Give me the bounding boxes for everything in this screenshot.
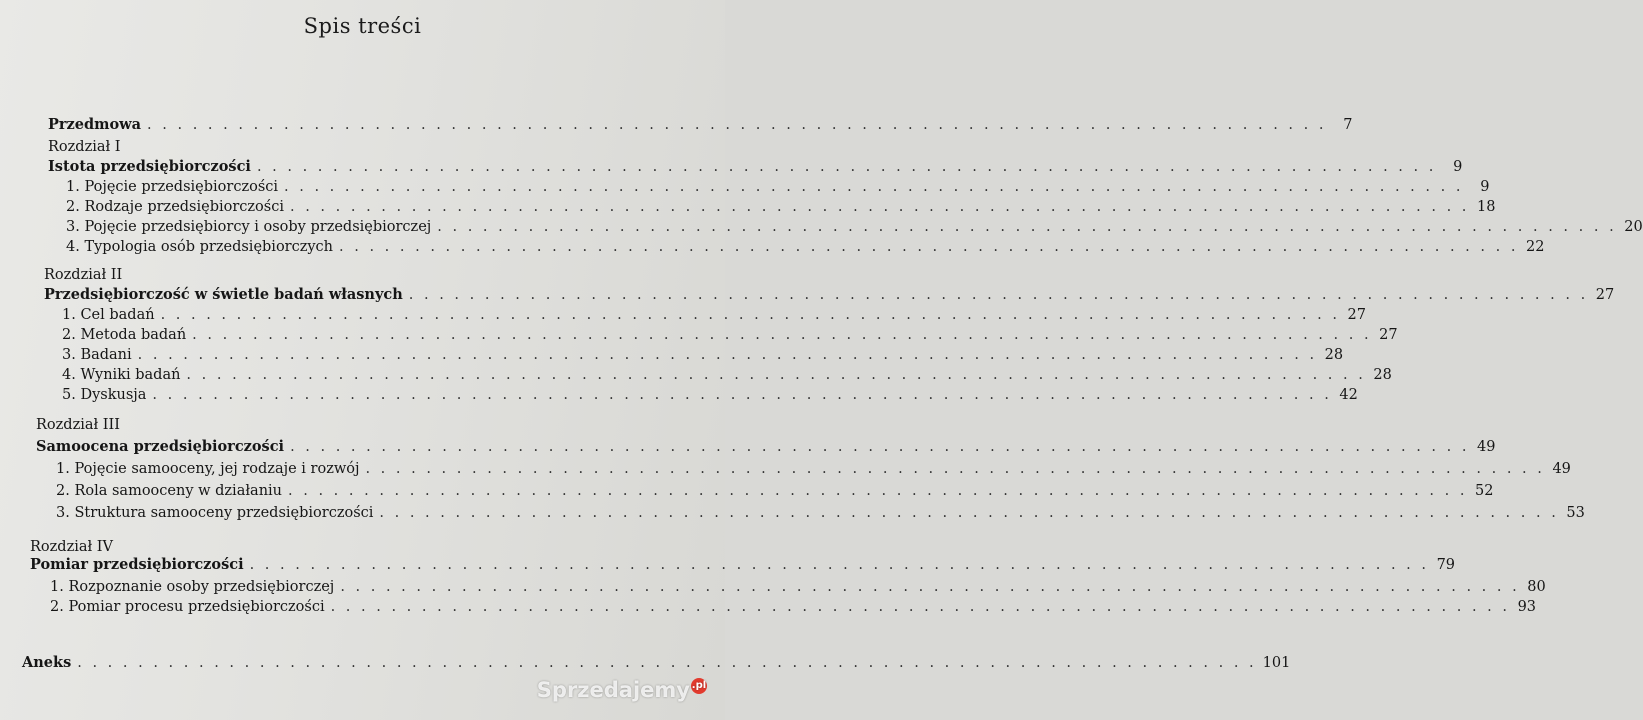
toc-page-number: 28 (1373, 367, 1392, 383)
toc-page-number: 27 (1347, 307, 1366, 323)
dot-leader: . . . . . . . . . . . . . . . . . . . . . . . . . . . . . . . . . . . . . . . . . . . . . . . . . . . . . . . . . . . . . . . . . . . . . . . . . . . . . . (160, 307, 1340, 323)
toc-page-number: 80 (1527, 579, 1546, 595)
dot-leader: . . . . . . . . . . . . . . . . . . . . . . . . . . . . . . . . . . . . . . . . . . . . . . . . . . . . . . . . . . . . . . . . . . . . . . . . . . . . . . (437, 219, 1617, 235)
dot-leader: . . . . . . . . . . . . . . . . . . . . . . . . . . . . . . . . . . . . . . . . . . . . . . . . . . . . . . . . . . . . . . . . . . . . . . . . . . . . . . (186, 367, 1366, 383)
chapter-title: Samoocena przedsiębiorczości (36, 438, 285, 455)
toc-entry-section (50, 598, 1537, 616)
dot-leader: . . . . . . . . . . . . . . . . . . . . . . . . . . . . . . . . . . . . . . . . . . . . . . . . . . . . . . . . . . . . . . . . . . . . . . . . . . . . . . (249, 557, 1430, 573)
toc-entry-section (62, 306, 1366, 324)
chapter-number: Rozdział II (44, 267, 123, 283)
dot-leader: . . . . . . . . . . . . . . . . . . . . . . . . . . . . . . . . . . . . . . . . . . . . . . . . . . . . . . . . . . . . . . . . . . . . . . . . . . . . . . (339, 239, 1519, 255)
section-title: 3. Struktura samooceny przedsiębiorczości (56, 505, 374, 521)
dot-leader: . . . . . . . . . . . . . . . . . . . . . . . . . . . . . . . . . . . . . . . . . . . . . . . . . . . . . . . . . . . . . . . . . . . . . . . . . . . . . . (284, 179, 1464, 195)
toc-entry-section (62, 326, 1398, 344)
watermark-suffix: .pl (691, 678, 707, 694)
dot-leader: . . . . . . . . . . . . . . . . . . . . . . . . . . . . . . . . . . . . . . . . . . . . . . . . . . . . . . . . . . . . . . . . . . . . . . . . . . . . . . (340, 579, 1520, 595)
section-title: 1. Rozpoznanie osoby przedsiębiorczej (50, 579, 335, 595)
section-title: 3. Pojęcie przedsiębiorcy i osoby przedsiębiorczej (66, 219, 432, 235)
dot-leader: . . . . . . . . . . . . . . . . . . . . . . . . . . . . . . . . . . . . . . . . . . . . . . . . . . . . . . . . . . . . . . . . . . . . . . . . . . . . . . (290, 199, 1470, 215)
toc-page-number: 27 (1379, 327, 1398, 343)
section-title: 1. Pojęcie przedsiębiorczości (66, 179, 279, 195)
toc-entry-section (56, 460, 1571, 478)
section-title: 4. Wyniki badań (62, 367, 181, 383)
toc-entry-section (62, 386, 1358, 404)
dot-leader: . . . . . . . . . . . . . . . . . . . . . . . . . . . . . . . . . . . . . . . . . . . . . . . . . . . . . . . . . . . . . . . . . . . . . . . . . . . . . . (256, 159, 1437, 175)
page-title: Spis treści (303, 14, 422, 38)
toc-page-number: 9 (1480, 179, 1490, 195)
toc-page-number: 9 (1453, 159, 1463, 175)
section-title: 2. Rodzaje przedsiębiorczości (66, 199, 284, 215)
toc-page-number: 20 (1624, 219, 1643, 235)
toc-page-number: 53 (1566, 505, 1585, 521)
chapter-number: Rozdział I (48, 139, 121, 155)
section-title: 2. Pomiar procesu przedsiębiorczości (50, 599, 325, 615)
chapter-title: Istota przedsiębiorczości (48, 158, 251, 175)
dot-leader: . . . . . . . . . . . . . . . . . . . . . . . . . . . . . . . . . . . . . . . . . . . . . . . . . . . . . . . . . . . . . . . . . . . . . . . . . . . . . . (330, 599, 1511, 615)
toc-entry-section (62, 346, 1344, 364)
toc-page-number: 28 (1324, 347, 1344, 363)
toc-entry-section (66, 178, 1490, 196)
section-title: 2. Metoda badań (62, 327, 187, 343)
toc-entry-chapter (30, 556, 1456, 574)
section-title: 3. Badani (62, 347, 132, 363)
toc-page-number: 7 (1343, 117, 1353, 133)
toc-entry-preface (48, 116, 1353, 134)
dot-leader: . . . . . . . . . . . . . . . . . . . . . . . . . . . . . . . . . . . . . . . . . . . . . . . . . . . . . . . . . . . . . . . . . . . . . . . . . . . . . . (365, 461, 1545, 477)
chapter-title: Pomiar przedsiębiorczości (30, 556, 244, 573)
toc-page-number: 101 (1262, 655, 1291, 671)
toc-entry-chapter (36, 438, 1496, 456)
section-title: 1. Cel badań (62, 307, 155, 323)
section-title: 5. Dyskusja (62, 387, 147, 403)
toc-entry-section (66, 238, 1545, 256)
toc-entry-section (56, 482, 1494, 500)
dot-leader: . . . . . . . . . . . . . . . . . . . . . . . . . . . . . . . . . . . . . . . . . . . . . . . . . . . . . . . . . . . . . . . . . . . . . . . . . . . . . . (290, 439, 1470, 455)
toc-entry-section (50, 578, 1546, 596)
toc-entry-section (66, 198, 1496, 216)
toc-page-number: 42 (1339, 387, 1358, 403)
toc-entry-section (62, 366, 1392, 384)
dot-leader: . . . . . . . . . . . . . . . . . . . . . . . . . . . . . . . . . . . . . . . . . . . . . . . . . . . . . . . . . . . . . . . . . . . . . . . . . . . . . . (408, 287, 1589, 303)
toc-entry-chapter (44, 286, 1615, 304)
toc-entry-label: Przedmowa (48, 116, 142, 133)
toc-entry-section (56, 504, 1585, 522)
toc-page-number: 49 (1477, 439, 1496, 455)
toc-page-number: 22 (1526, 239, 1545, 255)
chapter-title: Przedsiębiorczość w świetle badań własnych (44, 286, 403, 303)
toc-entry-chapter (48, 158, 1463, 176)
dot-leader: . . . . . . . . . . . . . . . . . . . . . . . . . . . . . . . . . . . . . . . . . . . . . . . . . . . . . . . . . . . . . . . . . . . . . . . . . . . . . . (77, 655, 1257, 671)
toc-page-number: 93 (1517, 599, 1537, 615)
dot-leader: . . . . . . . . . . . . . . . . . . . . . . . . . . . . . . . . . . . . . . . . . . . . . . . . . . . . . . . . . . . . . . . . . . . . . . . . . . . . . . (192, 327, 1372, 343)
dot-leader: . . . . . . . . . . . . . . . . . . . . . . . . . . . . . . . . . . . . . . . . . . . . . . . . . . . . . . . . . . . . . . . . . . . . . . . . . . . . . . (152, 387, 1332, 403)
toc-entry-label: Aneks (22, 654, 72, 671)
toc-entry-section (66, 218, 1643, 236)
dot-leader: . . . . . . . . . . . . . . . . . . . . . . . . . . . . . . . . . . . . . . . . . . . . . . . . . . . . . . . . . . . . . . . . . . . . . . . . . . . . . . (147, 117, 1327, 133)
dot-leader: . . . . . . . . . . . . . . . . . . . . . . . . . . . . . . . . . . . . . . . . . . . . . . . . . . . . . . . . . . . . . . . . . . . . . . . . . . . . . . (288, 483, 1468, 499)
toc-page-number: 79 (1436, 557, 1456, 573)
toc-page-number: 27 (1595, 287, 1615, 303)
dot-leader: . . . . . . . . . . . . . . . . . . . . . . . . . . . . . . . . . . . . . . . . . . . . . . . . . . . . . . . . . . . . . . . . . . . . . . . . . . . . . . (379, 505, 1559, 521)
chapter-number: Rozdział IV (30, 539, 113, 555)
section-title: 4. Typologia osób przedsiębiorczych (66, 239, 334, 255)
section-title: 1. Pojęcie samooceny, jej rodzaje i rozwój (56, 461, 360, 477)
toc-page-number: 52 (1474, 483, 1494, 499)
toc-page-number: 18 (1476, 199, 1496, 215)
watermark-text: Sprzedajemy (536, 678, 690, 702)
dot-leader: . . . . . . . . . . . . . . . . . . . . . . . . . . . . . . . . . . . . . . . . . . . . . . . . . . . . . . . . . . . . . . . . . . . . . . . . . . . . . . (137, 347, 1318, 363)
toc-page-number: 49 (1552, 461, 1571, 477)
chapter-number: Rozdział III (36, 417, 120, 433)
section-title: 2. Rola samooceny w działaniu (56, 483, 283, 499)
watermark-logo (537, 678, 707, 702)
toc-entry-appendix (22, 654, 1291, 672)
